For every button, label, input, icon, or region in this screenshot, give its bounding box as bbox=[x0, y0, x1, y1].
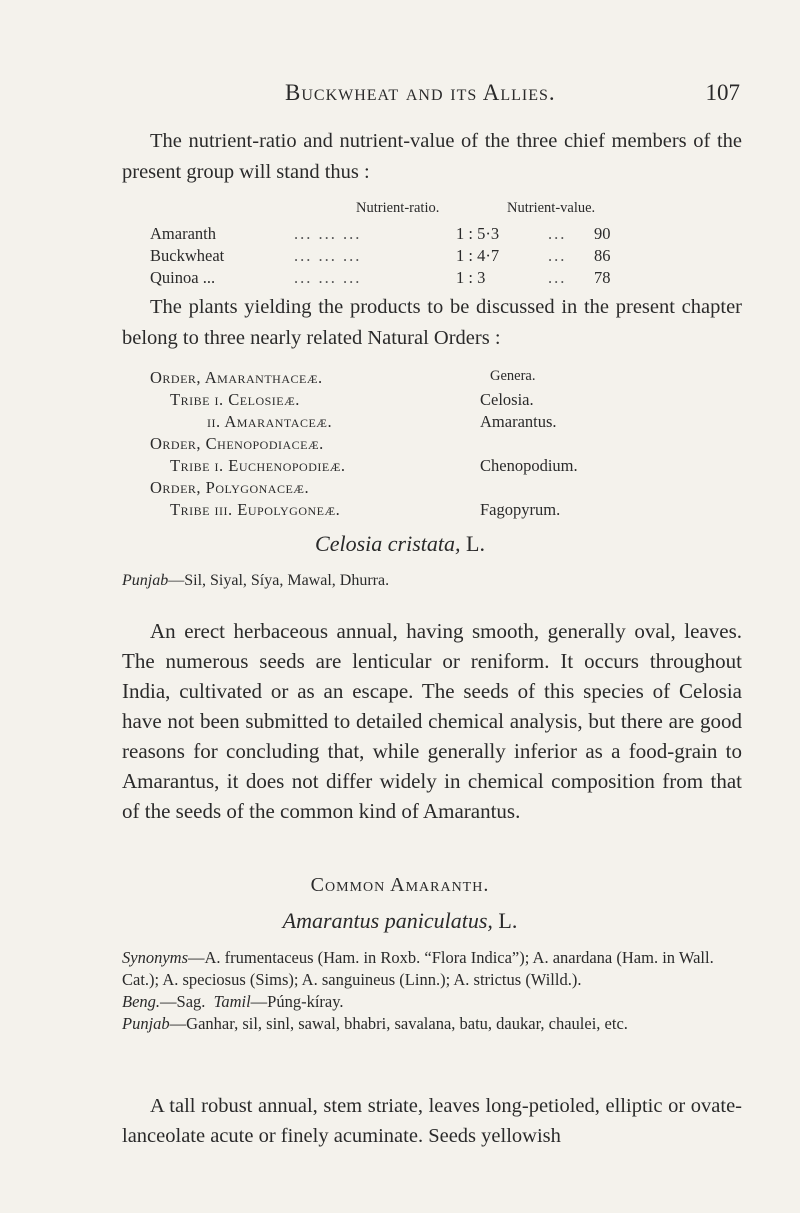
genera-header: Genera. bbox=[490, 368, 536, 384]
orders-intro-text: The plants yielding the products to be discussed in the present chapter belong to three nearly related Natural Orders : bbox=[122, 296, 742, 349]
header-nutrient-ratio: Nutrient-ratio. bbox=[356, 200, 440, 216]
tribe-label: Tribe i. Euchenopodieæ. bbox=[170, 456, 346, 475]
intro-paragraph bbox=[122, 126, 742, 188]
leader-dots: ... bbox=[548, 268, 567, 287]
tribe-line bbox=[150, 412, 620, 434]
page-number: 107 bbox=[705, 80, 740, 105]
celosia-binomial: Celosia cristata, bbox=[315, 531, 461, 556]
running-head-title: Buckwheat and its Allies. bbox=[285, 80, 556, 105]
punjab-label: Punjab bbox=[122, 1014, 170, 1033]
amaranth-description bbox=[122, 1091, 742, 1151]
genus-label: Celosia. bbox=[480, 390, 534, 409]
orders-intro-paragraph bbox=[122, 292, 742, 354]
row-name: Amaranth bbox=[150, 224, 216, 243]
running-head bbox=[120, 80, 740, 110]
beng-label: Beng. bbox=[122, 992, 161, 1011]
punjab-text: —Ganhar, sil, sinl, sawal, bhabri, savalana, batu, daukar, chaulei, etc. bbox=[169, 1014, 628, 1033]
order-line bbox=[150, 478, 620, 500]
beng-line bbox=[122, 991, 742, 1013]
row-name: Buckwheat bbox=[150, 246, 225, 265]
genus-label: Fagopyrum. bbox=[480, 500, 561, 519]
row-ratio: 1 : 4·7 bbox=[456, 246, 500, 265]
order-label: Order, Chenopodiaceæ. bbox=[150, 434, 324, 453]
header-nutrient-value: Nutrient-value. bbox=[507, 200, 596, 216]
celosia-vernacular bbox=[122, 572, 389, 590]
synonyms-text: —A. frumentaceus (Ham. in Roxb. “Flora Indica”); A. anardana (Ham. in Wall. Cat.); A. speciosus (Sims); A. sanguineus (Linn.); A. strictus (Willd.). bbox=[122, 948, 714, 989]
order-line bbox=[150, 368, 620, 390]
amaranth-author: L. bbox=[492, 908, 518, 933]
order-line bbox=[150, 434, 620, 456]
table-row bbox=[150, 268, 750, 290]
genus-label: Chenopodium. bbox=[480, 456, 578, 475]
celosia-description-text: An erect herbaceous annual, having smooth, generally oval, leaves. The numerous seeds are lenticular or reniform. It occurs throughout India, cultivated or as an escape. The seeds of this species of Celosia have not been submitted to detailed chemical analysis, but there are good reasons for concluding that, while generally inferior as a food-grain to Amarantus, it does not differ widely in chemical composition from that of the seeds of the common kind of Amarantus. bbox=[122, 619, 742, 823]
tribe-line bbox=[150, 456, 620, 478]
section-heading: Common Amaranth. bbox=[310, 874, 490, 896]
amaranth-description-text: A tall robust annual, stem striate, leaves long-petioled, elliptic or ovate-lanceolate acute or finely acuminate. Seeds yellowish bbox=[122, 1095, 742, 1147]
tribe-line bbox=[150, 390, 620, 412]
leader-dots: ... bbox=[548, 224, 567, 243]
celosia-author: L. bbox=[460, 531, 485, 556]
row-value: 90 bbox=[594, 224, 611, 243]
order-label: Order, Polygonaceæ. bbox=[150, 478, 310, 497]
order-label: Order, Amaranthaceæ. bbox=[150, 368, 323, 387]
celosia-description bbox=[122, 616, 742, 826]
tribe-label: ii. Amarantaceæ. bbox=[207, 412, 333, 431]
row-name: Quinoa ... bbox=[150, 268, 216, 287]
row-value: 86 bbox=[594, 246, 611, 265]
amaranth-binomial: Amarantus paniculatus, bbox=[282, 908, 493, 933]
leader-dots: ... ... ... bbox=[294, 224, 362, 243]
tribe-label: Tribe i. Celosieæ. bbox=[170, 390, 300, 409]
synonyms-line bbox=[122, 947, 742, 991]
tamil-label: Tamil bbox=[213, 992, 251, 1011]
synonyms-block bbox=[122, 947, 742, 1035]
synonyms-label: Synonyms bbox=[122, 948, 188, 967]
leader-dots: ... ... ... bbox=[294, 268, 362, 287]
table-row bbox=[150, 224, 750, 246]
leader-dots: ... ... ... bbox=[294, 246, 362, 265]
celosia-species-title bbox=[0, 531, 800, 557]
table-row bbox=[150, 246, 750, 268]
row-ratio: 1 : 5·3 bbox=[456, 224, 500, 243]
punjab-line bbox=[122, 1013, 742, 1035]
amaranth-species-title bbox=[0, 908, 800, 934]
genus-label: Amarantus. bbox=[480, 412, 557, 431]
beng-text: —Sag. bbox=[160, 992, 206, 1011]
leader-dots: ... bbox=[548, 246, 567, 265]
vernacular-region: Punjab bbox=[122, 572, 169, 589]
row-value: 78 bbox=[594, 268, 611, 287]
tribe-line bbox=[150, 500, 620, 522]
vernacular-names: —Sil, Siyal, Síya, Mawal, Dhurra. bbox=[168, 572, 390, 589]
tamil-text: —Púng-kíray. bbox=[250, 992, 344, 1011]
row-ratio: 1 : 3 bbox=[456, 268, 486, 287]
tribe-label: Tribe iii. Eupolygoneæ. bbox=[170, 500, 341, 519]
intro-paragraph-text: The nutrient-ratio and nutrient-value of the three chief members of the present group will stand thus : bbox=[122, 130, 742, 183]
